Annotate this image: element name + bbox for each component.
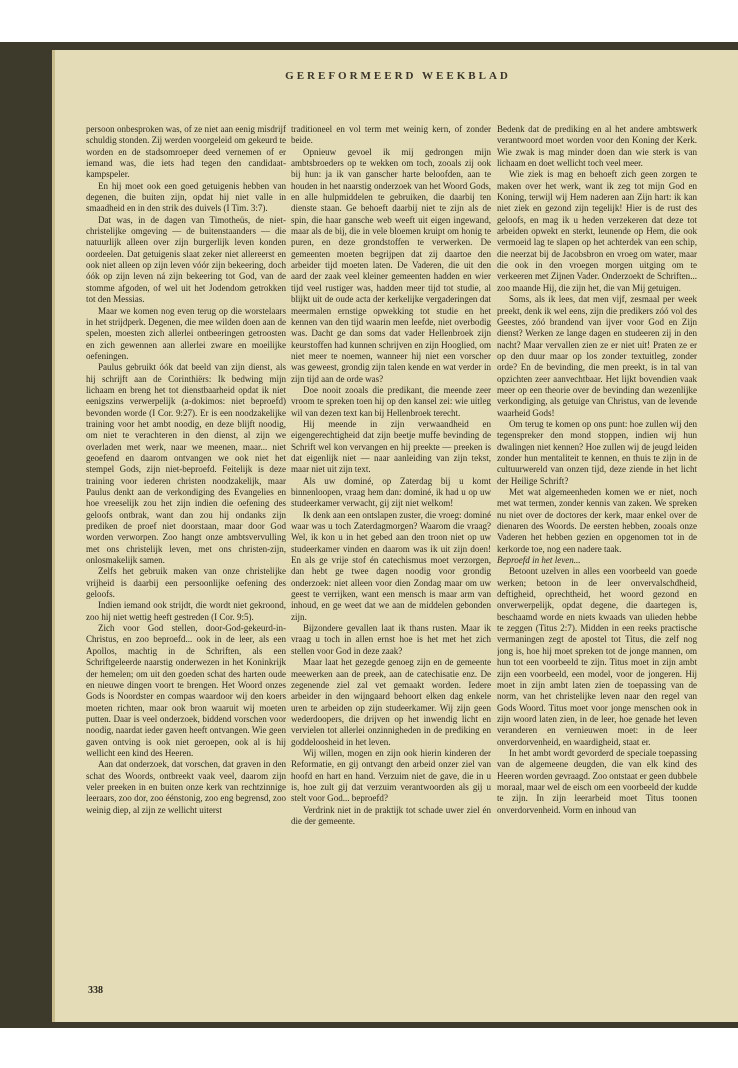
page-number: 338 <box>88 985 103 996</box>
column-1 <box>86 124 286 1008</box>
paragraph: Soms, als ik lees, dat men vijf, zesmaal per week preekt, denk ik wel eens, zijn die predikers zóó vol des Geestes, zóó brandend van ijver voor God en Zijn dienst? Werken ze lange dagen en studeeren zij in den nacht? Maar vervallen zien ze er niet uit! Praten ze er op den duur maar op los zonder textuitleg, zonder orde? En de bevinding, die men preekt, is in tal van opzichten zeer aanvechtbaar. Het lijkt bovendien vaak meer op een theorie over de bevinding dan wezenlijke verkondiging, als getuige van Christus, van de levende waarheid Gods! <box>497 294 697 418</box>
paragraph: Betoont uzelven in alles een voorbeeld van goede werken; betoon in de leer onvervalschdheid, deftigheid, oprechtheid, het woord gezond en onverwerpelijk, opdat degene, die daartegen is, beschaamd worde en niets kwaads van ulieden hebbe te zeggen (Titus 2:7). Midden in een reeks practische vermaningen zegt de apostel tot Titus, die zelf nog jong is, hoe hij moet spreken tot de jonge mannen, om hun tot een voorbeeld te zijn. Titus moet in zijn ambt zijn een voorbeeld, een model, voor de jongeren. Hij moet in zijn ambt laten zien de toepassing van de norm, van het christelijke leven naar den regel van Gods Woord. Titus moet voor jonge menschen ook in zijn woord laten zien, in de leer, hoe genade het leven veranderen en vernieuwen moet: in de leer onverdorvenheid, en waardigheid, staat er. <box>497 566 697 747</box>
paragraph: In het ambt wordt gevorderd de speciale toepassing van de algemeene deugden, die van elk kind des Heeren worden gevraagd. Zoo ontstaat er geen dubbele moraal, maar wel de eisch om een voorbeeld der kudde te zijn. In zijn leerarbeid moet Titus toonen onverdorvenheid. Vorm en inhoud van <box>497 747 697 815</box>
paragraph: Indien iemand ook strijdt, die wordt niet gekroond, zoo hij niet wettig heeft gestreden (I Cor. 9:5). <box>86 600 286 622</box>
paragraph: Wie ziek is mag en behoeft zich geen zorgen te maken over het werk, want ik zeg tot mijn God en Koning, terwijl wij Hem naderen aan Zijn hart: ik kan niet ziek en gezond zijn tegelijk! Hier is de rust des geloofs, en mag ik u heden verzekeren dat deze tot arbeiden opwekt en sterkt, leunende op Hem, die ook vermoeid lag te slapen op het achterdek van een schip, die neerzat bij de Jacobsbron en vroeg om water, maar die ook in den vroegen morgen uitging om te verkeeren met Zijnen Vader. Onderzoekt de Schriften... zoo maande Hij, die zijn het, die van Mij getuigen. <box>497 169 697 293</box>
paragraph: Ik denk aan een ontslapen zuster, die vroeg: dominé waar was u toch Zaterdagmorgen? Waarom die vraag? Wel, ik kon u in het gebed aan den troon niet op uw studeerkamer vinden en daarom was ik uit zijn doen! En als ge vrije stof én catechismus moet verzorgen, dan hebt ge twee dagen noodig voor grondig onderzoek: niet alleen voor dien Zondag maar om uw geest te verrijken, want een mensch is maar arm van inhoud, en ge weet dat we aan de middelen gebonden zijn. <box>291 509 491 622</box>
column-3 <box>497 124 697 1008</box>
paragraph: Zelfs het gebruik maken van onze christelijke vrijheid is daarbij een persoonlijke oefening des geloofs. <box>86 566 286 600</box>
paragraph: Verdrink niet in de praktijk tot schade uwer ziel én die der gemeente. <box>291 804 491 826</box>
paragraph: En hij moet ook een goed getuigenis hebben van degenen, die buiten zijn, opdat hij niet valle in smaadheid en in den strik des duivels (I Tim. 3:7). <box>86 180 286 214</box>
paragraph: traditioneel en vol term met weinig kern, of zonder beide. <box>291 124 491 146</box>
running-header: GEREFORMEERD WEEKBLAD <box>285 70 511 82</box>
paragraph: Aan dat onderzoek, dat vorschen, dat graven in den schat des Woords, ontbreekt vaak veel, daarom zijn veler preeken in en buiten onze kerk van rechtzinnige leeraars, zoo dor, zoo éénstonig, zoo eng begrensd, zoo weinig diep, al zijn ze wellicht uiterst <box>86 759 286 815</box>
paragraph: Dat was, in de dagen van Timotheüs, de niet-christelijke omgeving — de buitenstaanders — die natuurlijk alleen over zijn burgerlijk leven konden oordeelen. Dat getuigenis slaat zeker niet allereerst en ook niet alleen op zijn leven vóór zijn bekeering, doch óók op zijn leven ná zijn bekeering tot God, van de stomme afgoden, of wel uit het Jodendom getrokken tot den Messias. <box>86 214 286 305</box>
paragraph: Hij meende in zijn verwaandheid en eigengerechtigheid dat zijn beetje muffe bevinding de Schrift wel kon vervangen en hij preekte — preeken is dat eigenlijk niet — naar aanleiding van zijn tekst, maar niet uit zijn text. <box>291 418 491 475</box>
paragraph: Zich voor God stellen, door-God-gekeurd-in-Christus, en zoo beproefd... ook in de leer, als een Apollos, machtig in de Schriften, als een Schriftgeleerde naarstig onderwezen in het Koninkrijk der hemelen; om uit den goeden schat des harten oude en nieuwe dingen voort te brengen. Het Woord onzes Gods is Noordster en compas waardoor wij den koers moeten richten, maar ook bron waaruit wij moeten putten. Daar is veel onderzoek, biddend vorschen voor noodig, naardat ieder gaven heeft ontvangen. Wie geen gaven ontving is ook niet geroepen, ook al is hij wellicht een kind des Heeren. <box>86 623 286 758</box>
paragraph: persoon onbesproken was, of ze niet aan eenig misdrijf schuldig stonden. Zij werden voorgeleid om gekeurd te worden en de stadsomroeper deed vernemen of er iemand was, die iets had tegen den candidaat-kampspeler. <box>86 124 286 180</box>
paragraph: Opnieuw gevoel ik mij gedrongen mijn ambtsbroeders op te wekken om toch, zooals zij ook bij hun: ja ik van ganscher harte beloofden, aan te houden in het naarstig onderzoek van het Woord Gods, en alle hulpmiddelen te gebruiken, die daarbij ten dienste staan. Ge behoeft daarbij niet te zijn als de spin, die haar gansche web weeft uit eigen ingewand, maar als de bij, die in vele bloemen kruipt om honig te puren, en deze grondstoffen te verwerken. De gemeenten moeten begrijpen dat zij daartoe den arbeider tijd moeten laten. De Vaderen, die uit den aard der zaak veel kleiner gemeenten hadden en wier tijd veel rustiger was, hadden meer tijd tot studie, al blijkt uit de oude acta der kerkelijke vergaderingen dat meermalen ernstige opwekking tot studie en het kennen van den tijd waarin men leefde, niet overbodig was. Dacht ge dan soms dat vader Hellenbroek zijn keurstoffen had kunnen schrijven en zijn Hooglied, om niet meer te noemen, wanneer hij niet een vorscher was geweest, grondig zijn talen kende en wat verder in zijn tijd aan de orde was? <box>291 146 491 384</box>
paragraph: Om terug te komen op ons punt: hoe zullen wij den tegenspreker den mond stoppen, indien wij hun dwalingen niet kennen? Hoe zullen wij de jeugd leiden zonder hun mentaliteit te kennen, en thuis te zijn in de cultuurwereld van onzen tijd, deze ziende in het licht der Heilige Schrift? <box>497 418 697 486</box>
paragraph: Maar laat het gezegde genoeg zijn en de gemeente meewerken aan de preek, aan de catechisatie enz. De zegenende ziel zal vet gemaakt worden. Iedere arbeider in den wijngaard behoort elken dag enkele uren te arbeiden op zijn studeerkamer. Wij zijn geen wederdoopers, die drijven op het inwendig licht en vervielen tot allerlei onzinnigheden in de prediking en goddeloosheid in het leven. <box>291 657 491 747</box>
paragraph: Paulus gebruikt óók dat beeld van zijn dienst, als hij schrijft aan de Corinthiërs: Ik bedwing mijn lichaam en breng het tot dienstbaarheid opdat ik niet eenigszins verwerpelijk (a-dokimos: niet beproefd) bevonden worde (I Cor. 9:27). Er is een noodzakelijke training voor het ambt noodig, en deze blijft noodig, om niet te verachteren in den dienst, al zijn we overladen met werk, naar we meenen, maar... niet geoefend en daarom ontvangen we ook niet het stempel Gods, zijn niet-beproefd. Feitelijk is deze training voor iederen christen noodzakelijk, maar Paulus denkt aan de verkondiging des Evangelies en hoe vreeselijk zou het zijn indien die oefening des geloofs ontbrak, want dan zou hij ondanks zijn prediken de proef niet doorstaan, maar door God worden verworpen. Zoo hangt onze ambtsvervulling met ons christelijk leven, met ons christen-zijn, onlosmakelijk samen. <box>86 362 286 566</box>
paragraph: Met wat algemeenheden komen we er niet, noch met wat termen, zonder kennis van zaken. We spreken nu niet over de doctores der kerk, maar enkel over de dienaren des Woords. De eersten hebben, zooals onze Vaderen het hebben gezien en opgenomen tot in de kerkorde toe, nog een nadere taak. <box>497 487 697 554</box>
section-heading: Beproefd in het leven... <box>497 555 581 566</box>
paragraph: Maar we komen nog even terug op die worstelaars in het strijdperk. Degenen, die mee wilden doen aan de spelen, moesten zich allerlei ontbeeringen getroosten en zich gewennen aan allerlei zware en moeilijke oefeningen. <box>86 305 286 361</box>
paragraph: Bedenk dat de prediking en al het andere ambtswerk verantwoord moet worden voor den Koning der Kerk. Wie zwak is mag minder doen dan wie sterk is van lichaam en doet wellicht toch veel meer. <box>497 124 697 169</box>
paragraph: Bijzondere gevallen laat ik thans rusten. Maar ik vraag u toch in allen ernst hoe is het met het zich stellen voor God in deze zaak? <box>291 623 491 656</box>
column-2 <box>291 124 491 1008</box>
paragraph: Doe nooit zooals die predikant, die meende zeer vroom te spreken toen hij op den kansel zei: wie uitleg wil van dezen text kan bij Hellenbroek terecht. <box>291 384 491 418</box>
paragraph: Wij willen, mogen en zijn ook hierin kinderen der Reformatie, en gij ontvangt den arbeid onzer ziel van hoofd en hart en hand. Verzuim niet de gave, die in u is, hoe zult gij dat verzuim verantwoorden als gij u stelt voor God... beproefd? <box>291 747 491 804</box>
magazine-page <box>52 50 738 1022</box>
paragraph: Als uw dominé, op Zaterdag bij u komt binnenloopen, vraag hem dan: dominé, ik had u op uw studeerkamer verwacht, gij zijt niet welkom! <box>291 475 491 509</box>
